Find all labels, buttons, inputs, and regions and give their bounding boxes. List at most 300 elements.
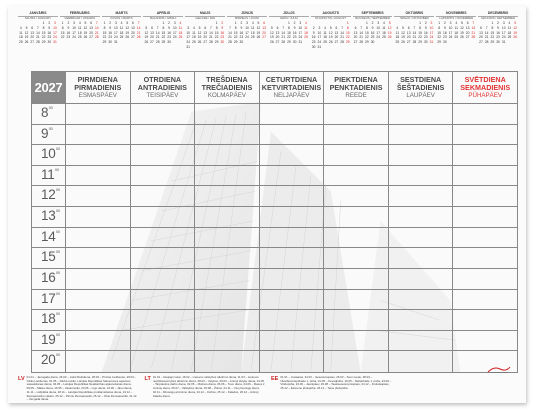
day-number: 4 [120, 21, 123, 26]
day-number: 29 [102, 40, 107, 45]
day-number: 23 [47, 35, 52, 40]
day-number: 24 [172, 35, 177, 40]
day-number: 4 [192, 25, 195, 30]
weekday-name-lt: SEKMADIENIS [460, 82, 511, 92]
day-number: 11 [251, 25, 255, 30]
day-number: 8 [287, 25, 290, 30]
hour-row [32, 331, 517, 352]
mini-calendar-month [311, 11, 351, 68]
day-number: 9 [497, 25, 499, 30]
day-number: 9 [293, 25, 296, 30]
day-number: 5 [270, 25, 273, 30]
month-subtitle: SAUSIS / JANUARY [24, 16, 52, 20]
hour-number: 11 [41, 166, 55, 182]
day-number: 11 [304, 25, 308, 30]
day-number: 13 [30, 30, 35, 35]
hour-label [41, 126, 53, 141]
month-subtitle: KOVAS / MĀRTS [110, 16, 133, 20]
day-number: 2 [168, 21, 171, 26]
day-number: 29 [233, 40, 238, 45]
holiday-block [145, 376, 266, 402]
day-number: 8 [42, 25, 45, 30]
day-number: 18 [178, 30, 183, 35]
day-number: 3 [299, 21, 302, 26]
day-number: 3 [246, 21, 248, 26]
day-number: 6 [466, 21, 469, 26]
day-number: 10 [429, 25, 434, 30]
day-number: 1 [215, 21, 218, 26]
day-number: 30 [108, 40, 113, 45]
month-name: JANVĀRIS [18, 11, 58, 17]
day-number: 25 [323, 40, 327, 45]
mini-calendar-month [227, 11, 267, 68]
day-number: 29 [41, 40, 46, 45]
day-number: 24 [298, 35, 303, 40]
day-number: 5 [388, 21, 391, 26]
day-number: 6 [204, 25, 207, 30]
day-number: 8 [346, 25, 349, 30]
day-number: 25 [250, 35, 255, 40]
hour-label [41, 187, 60, 202]
day-number: 1 [162, 21, 165, 26]
day-number: 2 [109, 21, 112, 26]
hour-rows [32, 103, 517, 372]
day-number: 6 [263, 21, 266, 26]
day-number: 19 [460, 30, 464, 35]
day-number: 3 [54, 21, 56, 26]
day-number: 28 [209, 40, 213, 45]
hour-label [41, 270, 60, 285]
weekday-name-lv: PIRMDIENA [77, 74, 118, 84]
day-number: 7 [210, 25, 212, 30]
day-number: 23 [443, 35, 447, 40]
month-day-grid [102, 21, 142, 45]
day-number: 19 [144, 35, 149, 40]
hour-row [32, 166, 517, 187]
day-number: 15 [233, 30, 238, 35]
day-number: 27 [479, 40, 483, 45]
day-number: 15 [437, 30, 441, 35]
day-number: 16 [47, 30, 52, 35]
day-number: 22 [41, 35, 46, 40]
day-number: 2 [67, 21, 70, 26]
day-number: 18 [250, 30, 255, 35]
day-number: 12 [83, 25, 88, 30]
day-number: 15 [287, 30, 291, 35]
day-number: 29 [365, 40, 369, 45]
day-number: 4 [508, 21, 511, 26]
day-number: 14 [281, 30, 286, 35]
day-number: 19 [83, 30, 88, 35]
weekday-name-lv: SVĒTDIENA [464, 74, 506, 84]
day-number: 25 [119, 35, 124, 40]
day-number: 4 [19, 25, 22, 30]
day-number: 9 [424, 25, 427, 30]
day-number: 17 [245, 30, 249, 35]
day-number: 25 [19, 40, 23, 45]
day-number: 31 [501, 40, 506, 45]
day-number: 31 [53, 40, 57, 45]
hour-minutes: 00 [55, 269, 60, 275]
day-number: 8 [365, 25, 368, 30]
day-number: 23 [66, 35, 71, 40]
month-subtitle: GEGUŽĖ / MAI [195, 16, 216, 20]
day-number: 23 [311, 40, 316, 45]
day-number: 3 [377, 21, 380, 26]
day-number: 10 [448, 25, 453, 30]
month-name: NOVEMBRIS [436, 11, 476, 17]
day-number: 21 [359, 35, 364, 40]
day-number: 15 [345, 30, 350, 35]
day-number: 21 [36, 35, 40, 40]
day-number: 12 [197, 30, 202, 35]
day-number: 9 [312, 30, 315, 35]
hour-row [32, 290, 517, 311]
month-name: JŪLIJS [269, 11, 309, 17]
day-number: 4 [383, 21, 385, 26]
day-number: 30 [220, 40, 225, 45]
day-number: 18 [77, 30, 82, 35]
mini-calendar-month [436, 11, 476, 68]
day-number: 21 [209, 35, 213, 40]
day-number: 14 [209, 30, 213, 35]
month-name: APRĪLIS [143, 11, 183, 17]
day-number: 5 [461, 21, 463, 26]
country-code: LT [144, 376, 151, 382]
month-day-grid [269, 21, 309, 45]
day-number: 19 [328, 35, 333, 40]
month-subtitle: BIRŽELIS / JUUNI [235, 16, 259, 20]
day-number: 21 [484, 35, 489, 40]
day-number: 28 [484, 40, 489, 45]
day-number: 7 [341, 25, 344, 30]
hour-row [32, 310, 517, 331]
day-number: 9 [168, 25, 171, 30]
day-number: 23 [167, 35, 171, 40]
mini-calendar-month [394, 11, 434, 68]
day-number: 3 [187, 25, 190, 30]
day-number: 4 [455, 21, 458, 26]
day-number: 27 [262, 35, 266, 40]
day-number: 15 [161, 30, 166, 35]
month-name: MAIJS [185, 11, 225, 17]
day-number: 18 [192, 35, 196, 40]
day-number: 26 [460, 35, 464, 40]
day-number: 8 [103, 25, 106, 30]
hour-number: 20 [41, 352, 56, 368]
hour-row [32, 207, 517, 228]
day-number: 30 [167, 40, 171, 45]
holidays-footer [18, 376, 518, 402]
hour-number: 15 [41, 249, 56, 265]
day-number: 21 [412, 35, 417, 40]
day-number: 24 [429, 35, 434, 40]
mini-calendar-month [185, 11, 225, 68]
month-day-grid [394, 21, 434, 45]
day-number: 17 [172, 30, 177, 35]
day-number: 1 [103, 21, 106, 26]
day-number: 15 [365, 30, 369, 35]
day-number: 31 [429, 40, 434, 45]
day-number: 28 [471, 35, 476, 40]
day-number: 23 [108, 35, 113, 40]
day-number: 14 [412, 30, 417, 35]
day-number: 19 [401, 35, 405, 40]
day-number: 30 [370, 40, 375, 45]
day-number: 22 [233, 35, 238, 40]
day-number: 29 [437, 40, 441, 45]
day-number: 15 [490, 30, 495, 35]
day-number: 3 [173, 21, 176, 26]
day-number: 19 [387, 30, 392, 35]
day-number: 11 [323, 30, 327, 35]
day-number: 23 [220, 35, 225, 40]
day-number: 20 [131, 30, 135, 35]
month-day-grid [185, 21, 225, 50]
day-number: 24 [53, 35, 57, 40]
day-number: 15 [60, 30, 65, 35]
day-number: 27 [203, 40, 208, 45]
day-number: 7 [137, 21, 140, 26]
day-number: 20 [465, 30, 470, 35]
month-subtitle: VEEBRUAR / VASARIS [64, 16, 96, 20]
hour-minutes: 00 [55, 331, 60, 337]
day-number: 21 [94, 30, 99, 35]
weekday-name-lv: TREŠDIENA [206, 74, 248, 84]
hour-row [32, 186, 517, 207]
day-number: 2 [48, 21, 51, 26]
day-number: 18 [19, 35, 23, 40]
day-number: 19 [256, 30, 261, 35]
day-number: 1 [346, 21, 349, 26]
day-number: 9 [109, 25, 112, 30]
day-number: 13 [275, 30, 280, 35]
weekday-name-lt: TREČIADIENIS [201, 82, 253, 92]
day-number: 14 [228, 30, 232, 35]
day-number: 14 [94, 25, 99, 30]
day-number: 2 [371, 21, 374, 26]
day-number: 28 [412, 40, 417, 45]
day-number: 26 [401, 40, 405, 45]
weekday-name-ee: TEISIPÄEV [146, 91, 179, 99]
day-number: 3 [430, 21, 433, 26]
hour-label [41, 291, 60, 306]
day-number: 14 [155, 30, 160, 35]
day-number: 1 [42, 21, 45, 26]
hour-row [32, 269, 517, 290]
day-number: 30 [311, 45, 316, 50]
month-day-grid [60, 21, 100, 40]
day-number: 5 [402, 25, 404, 30]
hour-row [32, 248, 517, 269]
day-number: 3 [449, 21, 452, 26]
day-number: 16 [167, 30, 171, 35]
day-number: 4 [396, 25, 399, 30]
weekday-name-lv: OTRDIENA [143, 74, 182, 84]
day-number: 16 [239, 30, 244, 35]
day-number: 1 [365, 21, 368, 26]
day-number: 18 [382, 30, 386, 35]
day-number: 5 [126, 21, 129, 26]
day-number: 3 [318, 25, 321, 30]
day-number: 16 [443, 30, 447, 35]
country-code: EE [271, 376, 279, 382]
day-number: 27 [30, 40, 35, 45]
day-number: 18 [507, 30, 512, 35]
day-number: 17 [429, 30, 434, 35]
day-number: 13 [479, 30, 483, 35]
day-number: 25 [395, 40, 400, 45]
day-number: 23 [496, 35, 500, 40]
day-number: 2 [221, 21, 224, 26]
day-number: 4 [179, 21, 182, 26]
day-number: 9 [48, 25, 51, 30]
day-number: 8 [234, 25, 237, 30]
day-number: 15 [214, 30, 219, 35]
hour-number: 18 [41, 311, 56, 327]
day-number: 14 [340, 30, 344, 35]
day-number: 26 [24, 40, 29, 45]
day-number: 5 [198, 25, 201, 30]
hour-row [32, 145, 517, 166]
day-number: 2 [240, 21, 243, 26]
day-number: 1 [234, 21, 237, 26]
weekday-name-lv: PIEKTDIENA [334, 74, 378, 84]
day-number: 1 [438, 21, 441, 26]
day-number: 27 [334, 40, 339, 45]
day-number: 6 [90, 21, 93, 26]
day-number: 10 [172, 25, 177, 30]
day-number: 27 [131, 35, 135, 40]
weekday-name-lv: CETURTDIENA [265, 74, 318, 84]
day-number: 22 [490, 35, 495, 40]
hour-number: 9 [41, 125, 49, 141]
weekday-name-ee: KOLMAPÄEV [207, 91, 246, 99]
day-number: 22 [418, 35, 422, 40]
day-number: 29 [418, 40, 422, 45]
day-number: 11 [119, 25, 124, 30]
holiday-block [271, 376, 392, 402]
day-number: 11 [507, 25, 512, 30]
day-number: 13 [334, 30, 339, 35]
day-number: 21 [281, 35, 286, 40]
day-number: 28 [228, 40, 232, 45]
month-subtitle: BALANDIS / APRILL [150, 16, 177, 20]
day-number: 6 [31, 25, 34, 30]
mini-calendars [18, 11, 518, 68]
day-number: 7 [360, 25, 363, 30]
day-number: 11 [178, 25, 183, 30]
day-number: 27 [353, 40, 358, 45]
hour-minutes: 00 [55, 249, 60, 255]
day-number: 24 [317, 40, 322, 45]
day-number: 12 [460, 25, 464, 30]
hour-label [41, 208, 60, 223]
weekday-name-lt: PENKTADIENIS [329, 82, 383, 92]
day-number: 12 [256, 25, 261, 30]
hour-minutes: 00 [55, 146, 60, 152]
day-number: 20 [334, 35, 339, 40]
month-subtitle: SPALIS / OKTOOBER [400, 16, 429, 20]
planner-sheet [8, 6, 526, 403]
day-number: 23 [370, 35, 375, 40]
hour-label [41, 249, 60, 264]
day-number: 22 [287, 35, 291, 40]
day-number: 7 [95, 21, 98, 26]
day-number: 14 [484, 30, 489, 35]
day-number: 6 [407, 25, 410, 30]
day-number: 9 [443, 25, 446, 30]
day-number: 26 [197, 40, 202, 45]
month-subtitle: LIEPA / JUULI [279, 16, 299, 20]
day-number: 26 [269, 40, 274, 45]
day-number: 13 [131, 25, 135, 30]
day-number: 20 [89, 30, 93, 35]
day-number: 26 [513, 35, 517, 40]
day-number: 22 [214, 35, 219, 40]
day-number: 12 [269, 30, 274, 35]
day-number: 17 [448, 30, 453, 35]
day-number: 3 [73, 21, 75, 26]
day-number: 17 [298, 30, 303, 35]
day-number: 20 [406, 35, 411, 40]
day-number: 6 [276, 25, 279, 30]
hour-number: 16 [41, 269, 56, 285]
day-number: 5 [257, 21, 260, 26]
holiday-list: 01.01 – Uusaasta, 24.02 – Iseseisvuspäev, 26.03 – Suur reede, 28.03 – Ülestõusmispühade 1. püha, 01.05 – Kevadpüha, 16.05 – Nelipühade 1. püha, 23.06 – Võidupüha, 24.06 – Jaanipäev, 20.08 – Taasiseseisvumispäev, 24.12 – Jõululaupäev, 25.12 – Esimene jõulupüha, 26.12 – Teine jõulupüha. [280, 375, 392, 391]
day-number: 16 [423, 30, 428, 35]
day-number: 21 [340, 35, 344, 40]
day-number: 8 [162, 25, 165, 30]
day-number: 19 [125, 30, 130, 35]
hour-minutes: 00 [48, 105, 53, 110]
holiday-list: 01.01 – Naujieji metai, 16.02 – Lietuvos valstybės atkūrimo diena, 11.03 – Lietuvos nepriklausomybės atkūrimo diena, 28.03 – Velykos, 29.03 – Antroji Velykų diena, 01.05 – Tarptautinė darbo diena, 02.05 – Motinos diena, 06.06 – Tėvo diena, 24.06 – Rasos ir Joninių diena, 06.07 – Valstybės diena, 15.08 – Žolinė, 01.11 – Visų šventųjų diena, 02.11 – Mirusiųjų atminimo diena, 24.12 – Kūčios, 25.12 – Kalėdos, 26.12 – Antroji Kalėdų diena. [152, 375, 265, 398]
day-number: 25 [178, 35, 183, 40]
day-number: 30 [423, 40, 428, 45]
weekday-name-ee: REEDE [345, 91, 367, 99]
day-number: 5 [84, 21, 87, 26]
hour-minutes: 00 [48, 125, 53, 131]
day-number: 16 [66, 30, 71, 35]
day-number: 28 [340, 40, 344, 45]
hour-row [32, 104, 517, 125]
hour-minutes: 00 [55, 311, 60, 317]
hour-label [41, 167, 59, 182]
day-number: 27 [465, 35, 470, 40]
day-number: 20 [150, 35, 154, 40]
day-number: 17 [186, 35, 190, 40]
day-number: 16 [311, 35, 316, 40]
day-number: 14 [136, 25, 141, 30]
day-number: 2 [497, 21, 499, 26]
weekday-name-lt: ANTRADIENIS [137, 82, 187, 92]
day-number: 13 [150, 30, 154, 35]
day-number: 13 [203, 30, 208, 35]
day-number: 26 [387, 35, 392, 40]
month-day-grid [227, 21, 267, 45]
weekday-name-lt: ŠEŠTADIENIS [396, 82, 445, 92]
day-number: 16 [220, 30, 225, 35]
day-number: 11 [395, 30, 400, 35]
day-number: 7 [472, 21, 475, 26]
mini-calendar-month [353, 11, 393, 68]
day-number: 12 [513, 25, 517, 30]
weekday-name-lt: KETVIRTADIENIS [261, 82, 322, 92]
weekday-header [65, 72, 130, 103]
day-number: 6 [480, 25, 482, 30]
day-number: 28 [136, 35, 141, 40]
day-number: 30 [443, 40, 447, 45]
